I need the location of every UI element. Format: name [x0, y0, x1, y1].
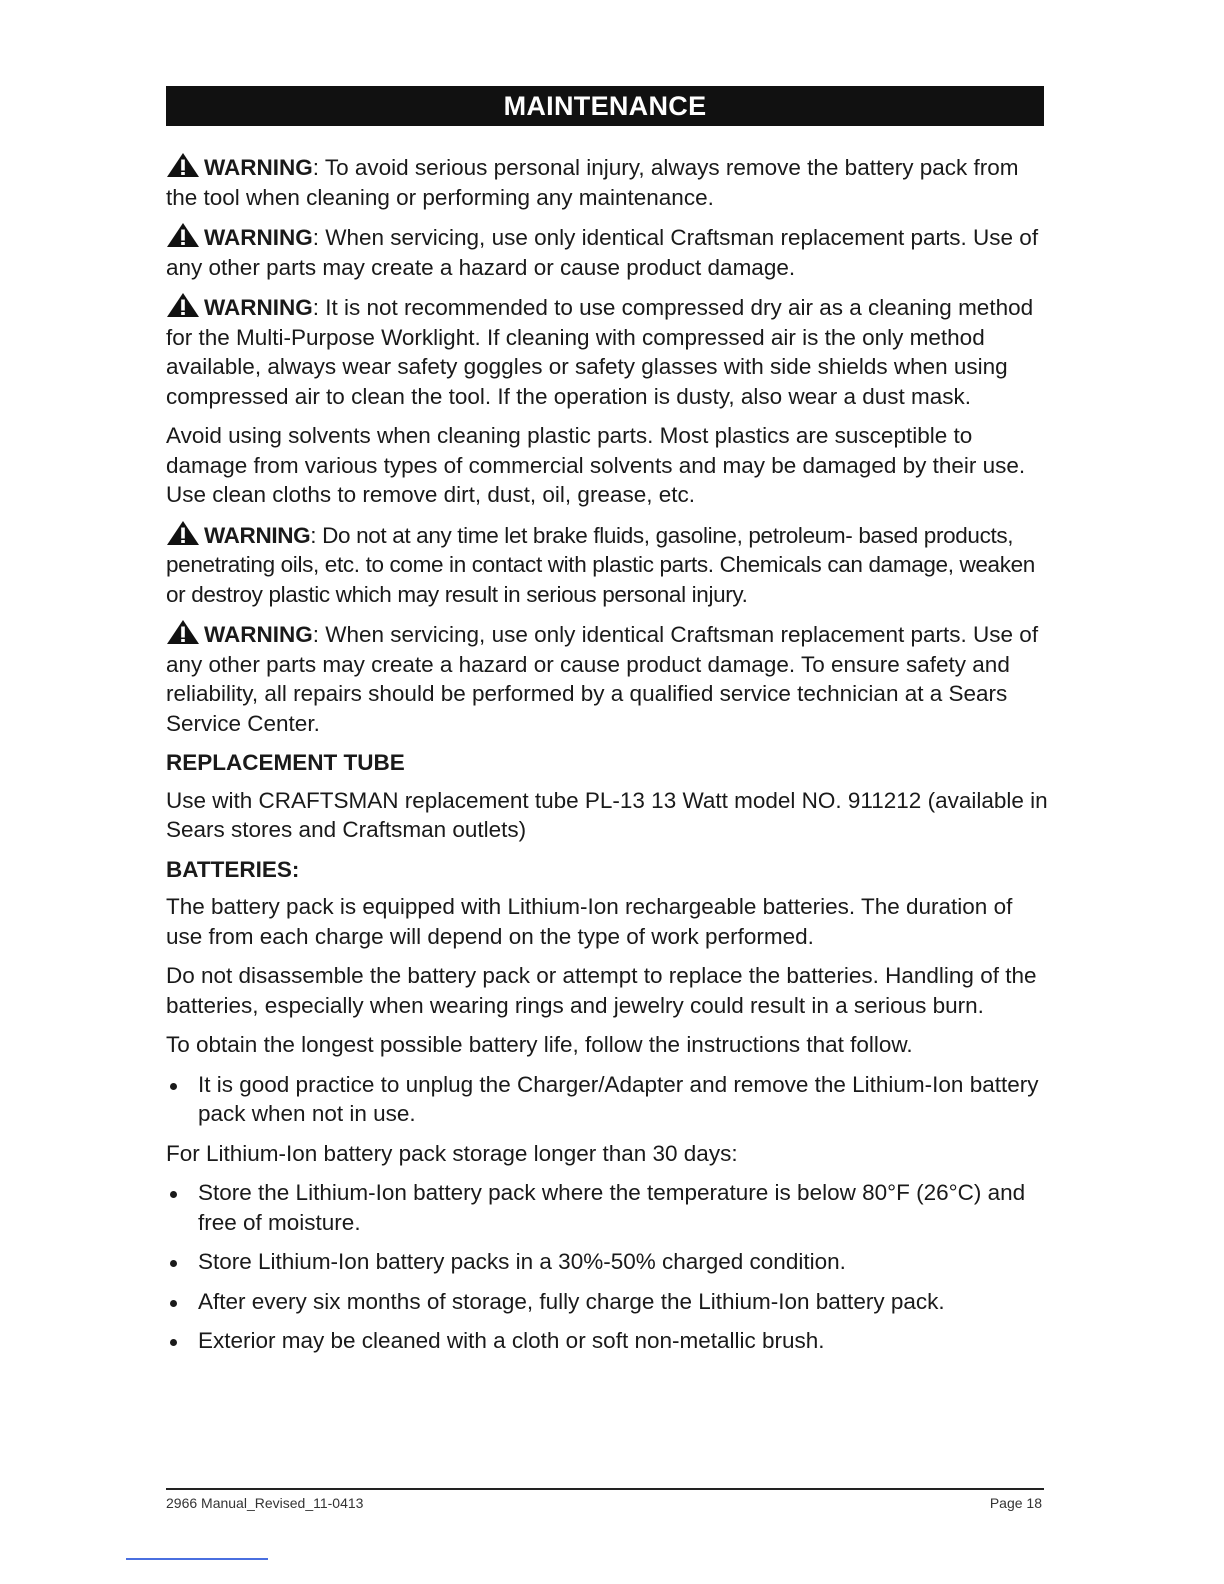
warning-brake-fluids	[166, 520, 1050, 610]
warning-triangle-icon	[166, 619, 200, 645]
warning-text: : Do not at any time let brake fluids, gasoline, petroleum- based products, penetrating oils, etc. to come in contact with plastic parts. Chemicals can damage, weaken or destroy plastic which may result in serious personal injury.	[166, 522, 1035, 607]
section-title: MAINTENANCE	[166, 86, 1044, 126]
list-item	[166, 1070, 1050, 1129]
page-edge-mark	[126, 1558, 268, 1560]
list-item-text: Store Lithium-Ion battery packs in a 30%-50% charged condition.	[198, 1249, 846, 1274]
bullet-icon	[170, 1300, 177, 1307]
list-item-text: Exterior may be cleaned with a cloth or soft non-metallic brush.	[198, 1328, 825, 1353]
page-content	[166, 152, 1050, 1366]
warning-identical-parts	[166, 222, 1050, 282]
warning-triangle-icon	[166, 292, 200, 318]
warning-service-center	[166, 619, 1050, 738]
bullet-icon	[170, 1339, 177, 1346]
solvents-paragraph: Avoid using solvents when cleaning plastic parts. Most plastics are susceptible to damage from various types of commercial solvents and may be damaged by their use. Use clean cloths to remove dirt, dust, oil, grease, etc.	[166, 423, 1026, 507]
bullet-icon	[170, 1083, 177, 1090]
warning-label: WARNING	[204, 155, 313, 180]
list-item-text: Store the Lithium-Ion battery pack where the temperature is below 80°F (26°C) and free of moisture.	[198, 1180, 1026, 1235]
list-item-text: After every six months of storage, fully charge the Lithium-Ion battery pack.	[198, 1288, 945, 1314]
bullet-icon	[170, 1191, 177, 1198]
warning-text: : It is not recommended to use compressed dry air as a cleaning method for the Multi-Purpose Worklight. If cleaning with compressed air is the only method available, always wear safety goggles or safety glasses with side shields when using compressed air to clean the tool. If the operation is dusty, also wear a dust mask.	[166, 295, 1034, 409]
warning-triangle-icon	[166, 222, 200, 248]
warning-text: : When servicing, use only identical Craftsman replacement parts. Use of any other parts may create a hazard or cause product damage. To ensure safety and reliability, all repairs should be performed by a qualified service technician at a Sears Service Center.	[166, 622, 1039, 736]
warning-label: WARNING	[204, 225, 313, 250]
footer-document-id: 2966 Manual_Revised_11-0413	[166, 1495, 364, 1511]
page-number: Page 18	[989, 1495, 1042, 1511]
replacement-tube-text: Use with CRAFTSMAN replacement tube PL-13 13 Watt model NO. 911212 (available in Sears stores and Craftsman outlets)	[166, 787, 1048, 842]
warning-text: : To avoid serious personal injury, always remove the battery pack from the tool when cleaning or performing any maintenance.	[166, 155, 1019, 210]
list-item	[166, 1247, 1050, 1277]
warning-text: : When servicing, use only identical Craftsman replacement parts. Use of any other parts may create a hazard or cause product damage.	[166, 225, 1039, 280]
storage-intro: For Lithium-Ion battery pack storage longer than 30 days:	[166, 1140, 738, 1166]
warning-label: WARNING	[204, 622, 313, 647]
warning-triangle-icon	[166, 520, 200, 546]
warning-remove-battery	[166, 152, 1050, 212]
bullet-icon	[170, 1260, 177, 1267]
warning-label: WARNING	[204, 522, 311, 548]
batteries-paragraph-3: To obtain the longest possible battery life, follow the instructions that follow.	[166, 1032, 913, 1057]
storage-list	[166, 1178, 1050, 1356]
batteries-heading: BATTERIES:	[166, 856, 300, 882]
replacement-tube-heading: REPLACEMENT TUBE	[166, 750, 405, 775]
list-item-text: It is good practice to unplug the Charger/Adapter and remove the Lithium-Ion battery pack when not in use.	[198, 1071, 1039, 1126]
battery-tips-list	[166, 1070, 1050, 1129]
warning-label: WARNING	[204, 295, 313, 320]
list-item	[166, 1287, 1050, 1317]
list-item	[166, 1326, 1050, 1356]
warning-triangle-icon	[166, 152, 200, 178]
list-item	[166, 1178, 1050, 1237]
footer-divider	[166, 1488, 1044, 1490]
batteries-paragraph-2: Do not disassemble the battery pack or attempt to replace the batteries. Handling of the batteries, especially when wearing rings and jewelry could result in a serious burn.	[166, 963, 1037, 1018]
warning-compressed-air	[166, 292, 1050, 411]
batteries-paragraph-1: The battery pack is equipped with Lithium-Ion rechargeable batteries. The duration of use from each charge will depend on the type of work performed.	[166, 894, 1013, 949]
